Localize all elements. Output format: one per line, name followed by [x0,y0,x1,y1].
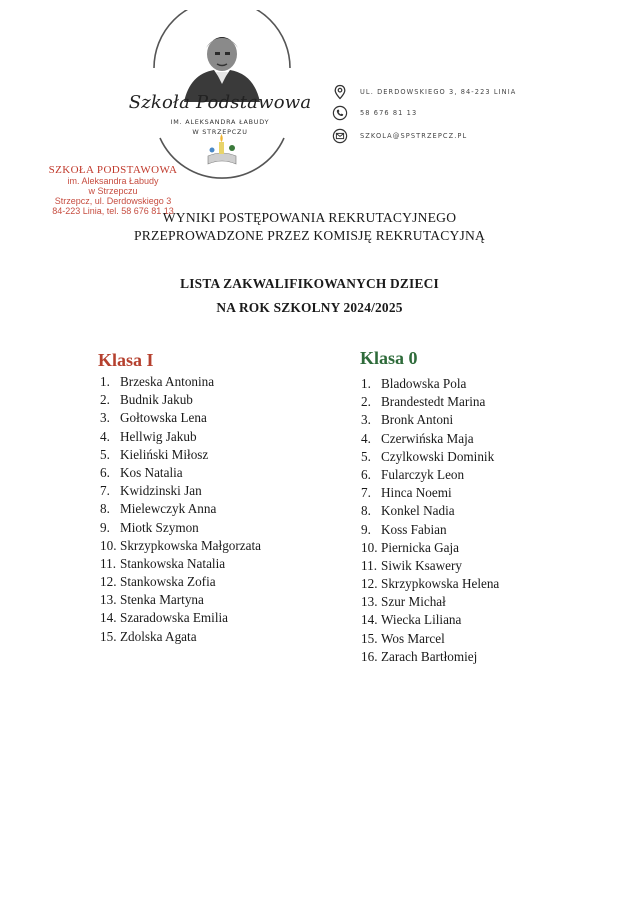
student-name: Stankowska Zofia [120,574,216,590]
student-name: Skrzypkowska Małgorzata [120,537,261,553]
list-item: 16. Zarach Bartłomiej [361,648,478,664]
student-name: Skrzypkowska Helena [381,576,500,592]
student-name: Konkel Nadia [381,503,455,519]
list-item: 5. Czylkowski Dominik [361,448,495,464]
list-item: 12. Stankowska Zofia [100,574,216,590]
phone-icon [332,105,348,121]
contact-address [332,82,516,102]
list-item: 7. Kwidzinski Jan [100,483,202,499]
list-item: 15. Wos Marcel [361,630,445,646]
list-item: 2. Budnik Jakub [100,392,193,408]
student-list-klasa-i [100,373,261,646]
email-icon [332,128,348,144]
list-item: 6. Fularczyk Leon [361,466,465,482]
student-name: Bronk Antoni [381,412,454,428]
list-item: 9. Koss Fabian [361,521,447,537]
list-item: 1. Bladowska Pola [361,376,467,391]
student-list-klasa-0 [361,375,499,666]
list-item: 8. Konkel Nadia [361,503,455,519]
list-item: 11. Stankowska Natalia [100,555,226,571]
student-name: Budnik Jakub [120,392,193,408]
book-candle-icon [208,134,236,164]
contact-phone [332,103,417,123]
student-name: Stenka Martyna [120,592,204,608]
student-name: Zdolska Agata [120,628,197,644]
student-name: Wos Marcel [381,630,445,646]
student-name: Gołtowska Lena [120,410,207,426]
student-name: Brzeska Antonina [120,374,215,389]
student-name: Czerwińska Maja [381,430,474,446]
student-name: Zarach Bartłomiej [381,648,478,664]
list-item: 4. Czerwińska Maja [361,430,474,446]
class-title-klasa-i: Klasa I [98,350,154,370]
school-year: NA ROK SZKOLNY 2024/2025 [216,300,403,315]
list-item: 12. Skrzypkowska Helena [361,576,500,592]
student-name: Hellwig Jakub [120,428,197,444]
address-text: UL. DERDOWSKIEGO 3, 84-223 LINIA [360,88,517,96]
stamp-line: im. Aleksandra Łabudy [67,176,159,186]
student-name: Kwidzinski Jan [120,483,202,499]
list-item: 14. Wiecka Liliana [361,612,462,628]
student-name: Szur Michał [381,594,446,610]
student-name: Fularczyk Leon [381,466,465,482]
list-item: 6. Kos Natalia [100,464,183,480]
student-name: Stankowska Natalia [120,555,226,571]
student-name: Piernicka Gaja [381,539,459,555]
contact-email [332,126,467,146]
logo-subtitle: IM. ALEKSANDRA ŁABUDY [170,118,270,126]
list-item: 5. Kieliński Miłosz [100,446,209,462]
list-item: 11. Siwik Ksawery [361,557,462,573]
logo-school-name: Szkoła Podstawowa [128,92,312,113]
list-item: 14. Szaradowska Emilia [100,610,229,626]
student-name: Czylkowski Dominik [381,448,495,464]
stamp-line: SZKOŁA PODSTAWOWA [48,164,178,176]
student-name: Siwik Ksawery [381,557,462,573]
list-item: 9. Miotk Szymon [100,519,199,535]
list-item: 3. Gołtowska Lena [100,410,207,426]
location-pin-icon [332,84,348,100]
student-name: Bladowska Pola [381,376,467,391]
stamp-line: w Strzepczu [88,186,138,196]
list-item: 10. Piernicka Gaja [361,539,459,555]
student-name: Kieliński Miłosz [120,446,209,462]
stamp-line: Strzepcz, ul. Derdowskiego 3 [54,196,172,206]
student-name: Kos Natalia [120,464,183,480]
logo-subtitle-location: W STRZEPCZU [192,128,248,136]
document-heading-line2: PRZEPROWADZONE PRZEZ KOMISJĘ REKRUTACYJNĄ [133,228,486,243]
school-stamp [38,164,188,216]
list-item: 2. Brandestedt Marina [361,394,486,410]
phone-text: 58 676 81 13 [360,109,418,117]
email-text: SZKOLA@SPSTRZEPCZ.PL [360,132,468,140]
list-item: 1. Brzeska Antonina [100,374,215,389]
student-name: Hinca Noemi [381,485,452,501]
student-name: Szaradowska Emilia [120,610,229,626]
list-item: 4. Hellwig Jakub [100,428,197,444]
list-item: 7. Hinca Noemi [361,485,452,501]
list-item: 8. Mielewczyk Anna [100,501,217,517]
student-name: Mielewczyk Anna [120,501,217,517]
list-item: 13. Stenka Martyna [100,592,204,608]
class-title-klasa-0: Klasa 0 [360,348,418,368]
list-title: LISTA ZAKWALIFIKOWANYCH DZIECI [180,276,439,291]
student-name: Koss Fabian [381,521,447,537]
student-name: Wiecka Liliana [381,612,462,628]
student-name: Brandestedt Marina [381,394,486,410]
list-item: 10. Skrzypkowska Małgorzata [100,537,261,553]
list-item: 3. Bronk Antoni [361,412,454,428]
student-name: Miotk Szymon [120,519,199,535]
stamp-line: 84-223 Linia, tel. 58 676 81 13 [52,206,174,216]
list-item: 15. Zdolska Agata [100,628,197,644]
list-item: 13. Szur Michał [361,594,446,610]
document-heading: WYNIKI POSTĘPOWANIA REKRUTACYJNEGO [162,210,457,225]
